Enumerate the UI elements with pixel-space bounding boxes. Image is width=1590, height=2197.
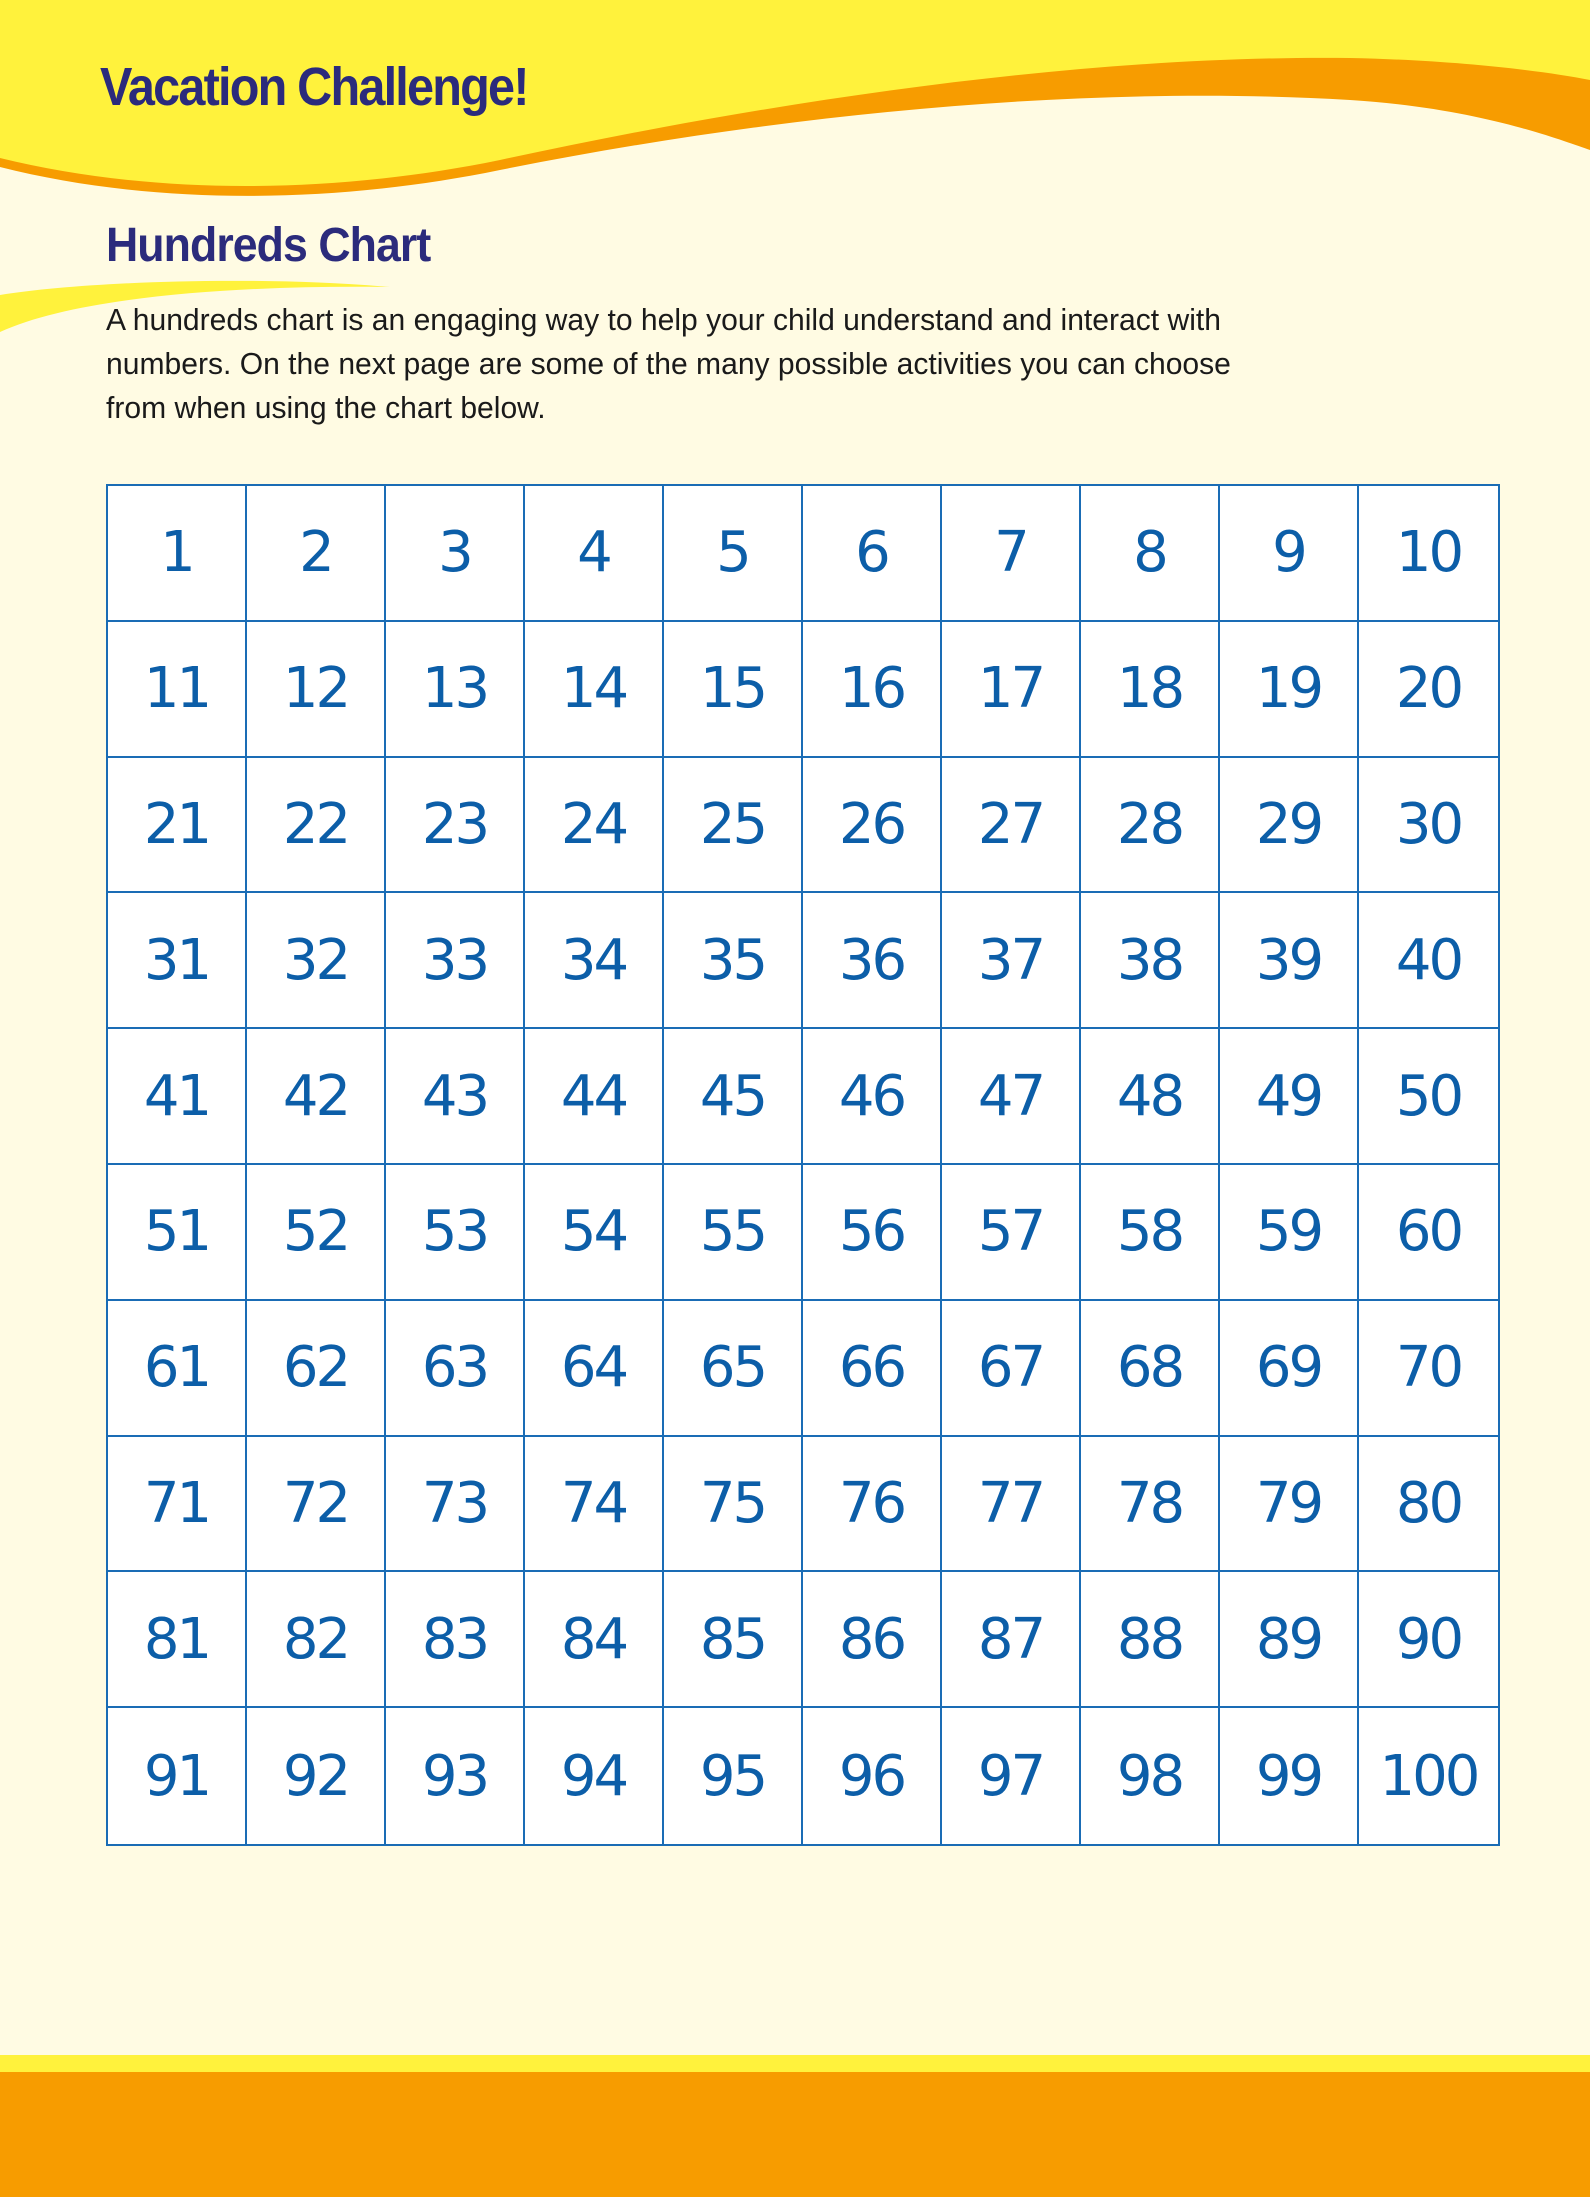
chart-cell-13: 13 — [386, 622, 525, 758]
chart-cell-66: 66 — [803, 1301, 942, 1437]
paragraph-line: from when using the chart below. — [106, 390, 546, 425]
chart-cell-9: 9 — [1220, 486, 1359, 622]
chart-cell-54: 54 — [525, 1165, 664, 1301]
chart-cell-64: 64 — [525, 1301, 664, 1437]
chart-cell-70: 70 — [1359, 1301, 1498, 1437]
chart-cell-8: 8 — [1081, 486, 1220, 622]
chart-cell-12: 12 — [247, 622, 386, 758]
chart-cell-40: 40 — [1359, 893, 1498, 1029]
chart-cell-6: 6 — [803, 486, 942, 622]
chart-cell-98: 98 — [1081, 1708, 1220, 1844]
chart-cell-80: 80 — [1359, 1437, 1498, 1573]
chart-cell-93: 93 — [386, 1708, 525, 1844]
chart-cell-94: 94 — [525, 1708, 664, 1844]
footer-yellow-band — [0, 2055, 1590, 2072]
chart-cell-49: 49 — [1220, 1029, 1359, 1165]
chart-cell-73: 73 — [386, 1437, 525, 1573]
chart-cell-38: 38 — [1081, 893, 1220, 1029]
chart-cell-75: 75 — [664, 1437, 803, 1573]
chart-cell-3: 3 — [386, 486, 525, 622]
chart-cell-83: 83 — [386, 1572, 525, 1708]
chart-cell-33: 33 — [386, 893, 525, 1029]
section-heading: Hundreds Chart — [106, 219, 431, 272]
chart-cell-53: 53 — [386, 1165, 525, 1301]
chart-cell-95: 95 — [664, 1708, 803, 1844]
chart-cell-62: 62 — [247, 1301, 386, 1437]
chart-cell-90: 90 — [1359, 1572, 1498, 1708]
chart-cell-27: 27 — [942, 758, 1081, 894]
chart-cell-22: 22 — [247, 758, 386, 894]
chart-cell-31: 31 — [108, 893, 247, 1029]
chart-cell-14: 14 — [525, 622, 664, 758]
paragraph-line: A hundreds chart is an engaging way to help your child understand and interact with — [106, 302, 1221, 337]
chart-cell-32: 32 — [247, 893, 386, 1029]
chart-cell-28: 28 — [1081, 758, 1220, 894]
chart-cell-44: 44 — [525, 1029, 664, 1165]
chart-cell-84: 84 — [525, 1572, 664, 1708]
chart-cell-71: 71 — [108, 1437, 247, 1573]
chart-cell-77: 77 — [942, 1437, 1081, 1573]
chart-cell-1: 1 — [108, 486, 247, 622]
chart-cell-72: 72 — [247, 1437, 386, 1573]
chart-cell-76: 76 — [803, 1437, 942, 1573]
chart-cell-46: 46 — [803, 1029, 942, 1165]
chart-cell-7: 7 — [942, 486, 1081, 622]
intro-paragraph — [106, 298, 1266, 430]
chart-cell-69: 69 — [1220, 1301, 1359, 1437]
chart-cell-4: 4 — [525, 486, 664, 622]
chart-cell-58: 58 — [1081, 1165, 1220, 1301]
chart-cell-87: 87 — [942, 1572, 1081, 1708]
chart-cell-57: 57 — [942, 1165, 1081, 1301]
chart-cell-2: 2 — [247, 486, 386, 622]
chart-cell-63: 63 — [386, 1301, 525, 1437]
chart-cell-52: 52 — [247, 1165, 386, 1301]
chart-cell-65: 65 — [664, 1301, 803, 1437]
chart-cell-56: 56 — [803, 1165, 942, 1301]
chart-cell-39: 39 — [1220, 893, 1359, 1029]
chart-cell-61: 61 — [108, 1301, 247, 1437]
chart-cell-17: 17 — [942, 622, 1081, 758]
chart-cell-96: 96 — [803, 1708, 942, 1844]
chart-cell-100: 100 — [1379, 1743, 1478, 1809]
chart-cell-41: 41 — [108, 1029, 247, 1165]
chart-cell-89: 89 — [1220, 1572, 1359, 1708]
chart-cell-97: 97 — [942, 1708, 1081, 1844]
chart-cell-25: 25 — [664, 758, 803, 894]
chart-cell-82: 82 — [247, 1572, 386, 1708]
chart-cell-5: 5 — [664, 486, 803, 622]
chart-cell-48: 48 — [1081, 1029, 1220, 1165]
chart-cell-20: 20 — [1359, 622, 1498, 758]
hundreds-chart — [106, 484, 1500, 1846]
chart-cell-85: 85 — [664, 1572, 803, 1708]
chart-cell-18: 18 — [1081, 622, 1220, 758]
chart-cell-30: 30 — [1359, 758, 1498, 894]
chart-cell-99: 99 — [1220, 1708, 1359, 1844]
paragraph-line: numbers. On the next page are some of the many possible activities you can choose — [106, 346, 1231, 381]
chart-cell-68: 68 — [1081, 1301, 1220, 1437]
chart-cell-26: 26 — [803, 758, 942, 894]
chart-cell-50: 50 — [1359, 1029, 1498, 1165]
chart-cell-11: 11 — [108, 622, 247, 758]
chart-cell-60: 60 — [1359, 1165, 1498, 1301]
chart-cell-23: 23 — [386, 758, 525, 894]
chart-cell-21: 21 — [108, 758, 247, 894]
chart-cell-37: 37 — [942, 893, 1081, 1029]
chart-cell-79: 79 — [1220, 1437, 1359, 1573]
chart-cell-15: 15 — [664, 622, 803, 758]
chart-cell-19: 19 — [1220, 622, 1359, 758]
chart-cell-36: 36 — [803, 893, 942, 1029]
chart-cell-35: 35 — [664, 893, 803, 1029]
chart-cell-91: 91 — [108, 1708, 247, 1844]
chart-cell-47: 47 — [942, 1029, 1081, 1165]
chart-cell-42: 42 — [247, 1029, 386, 1165]
chart-cell-29: 29 — [1220, 758, 1359, 894]
chart-cell-45: 45 — [664, 1029, 803, 1165]
chart-cell-88: 88 — [1081, 1572, 1220, 1708]
chart-cell-78: 78 — [1081, 1437, 1220, 1573]
chart-cell-34: 34 — [525, 893, 664, 1029]
chart-cell-59: 59 — [1220, 1165, 1359, 1301]
chart-cell-86: 86 — [803, 1572, 942, 1708]
chart-cell-81: 81 — [108, 1572, 247, 1708]
chart-cell-67: 67 — [942, 1301, 1081, 1437]
chart-cell-24: 24 — [525, 758, 664, 894]
chart-cell-43: 43 — [386, 1029, 525, 1165]
chart-cell-92: 92 — [247, 1708, 386, 1844]
chart-cell-74: 74 — [525, 1437, 664, 1573]
chart-cell-10: 10 — [1359, 486, 1498, 622]
footer-orange-band — [0, 2072, 1590, 2197]
chart-cell-55: 55 — [664, 1165, 803, 1301]
page-title: Vacation Challenge! — [100, 57, 528, 117]
chart-cell-51: 51 — [108, 1165, 247, 1301]
chart-cell-16: 16 — [803, 622, 942, 758]
